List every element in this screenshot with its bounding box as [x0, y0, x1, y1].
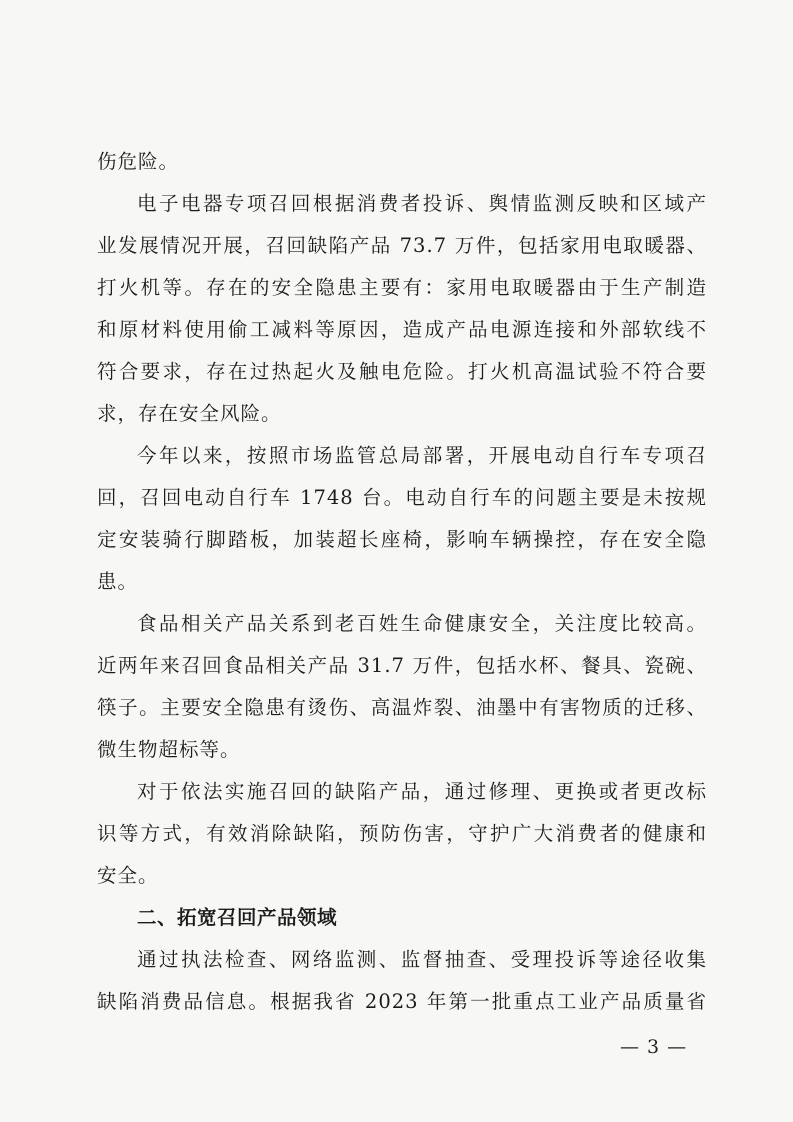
paragraph-line: 求，存在安全风险。	[97, 402, 282, 425]
paragraph-line: 定安装骑行脚踏板，加装超长座椅，影响车辆操控，存在安全隐	[97, 528, 707, 551]
paragraph-line: 电子电器专项召回根据消费者投诉、舆情监测反映和区域产	[137, 192, 707, 215]
paragraph-line: 和原材料使用偷工减料等原因，造成产品电源连接和外部软线不	[97, 318, 707, 341]
paragraph-line: 回，召回电动自行车 1748 台。电动自行车的问题主要是未按规	[97, 486, 707, 509]
paragraph-line: 打火机等。存在的安全隐患主要有：家用电取暖器由于生产制造	[97, 276, 707, 299]
paragraph-line: 筷子。主要安全隐患有烫伤、高温炸裂、油墨中有害物质的迁移、	[97, 696, 707, 719]
paragraph-line: 符合要求，存在过热起火及触电危险。打火机高温试验不符合要	[97, 360, 707, 383]
paragraph-line: 患。	[97, 570, 139, 593]
paragraph-line: 识等方式，有效消除缺陷，预防伤害，守护广大消费者的健康和	[97, 822, 707, 845]
paragraph-line: 近两年来召回食品相关产品 31.7 万件，包括水杯、餐具、瓷碗、	[97, 654, 707, 677]
paragraph-line: 今年以来，按照市场监管总局部署，开展电动自行车专项召	[137, 444, 707, 467]
paragraph-line: 伤危险。	[97, 150, 180, 173]
paragraph-line: 通过执法检查、网络监测、监督抽查、受理投诉等途径收集	[137, 948, 707, 971]
page-number: — 3 —	[620, 1036, 688, 1058]
paragraph-line: 对于依法实施召回的缺陷产品，通过修理、更换或者更改标	[137, 780, 707, 803]
paragraph-line: 缺陷消费品信息。根据我省 2023 年第一批重点工业产品质量省	[97, 990, 707, 1013]
paragraph-line: 食品相关产品关系到老百姓生命健康安全，关注度比较高。	[137, 612, 707, 635]
section-heading: 二、拓宽召回产品领域	[137, 906, 338, 929]
paragraph-line: 安全。	[97, 864, 159, 887]
body-text	[97, 141, 707, 1023]
paragraph-line: 微生物超标等。	[97, 738, 241, 761]
paragraph-line: 业发展情况开展，召回缺陷产品 73.7 万件，包括家用电取暖器、	[97, 234, 707, 257]
